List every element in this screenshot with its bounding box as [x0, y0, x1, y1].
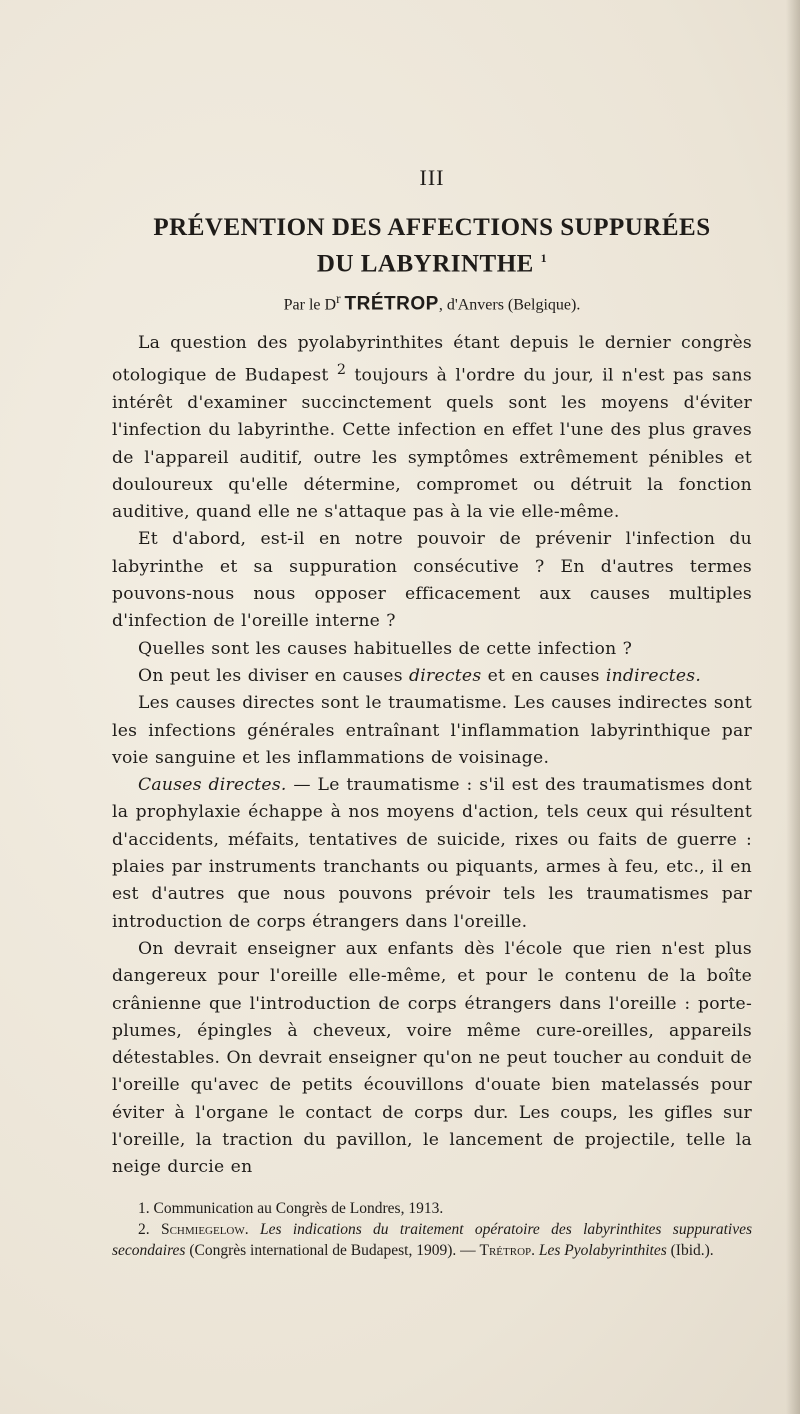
footnote-2-ref-1: (Congrès international de Budapest, 1909). —	[185, 1241, 480, 1259]
author-name: TRÉTROP	[344, 293, 439, 315]
footnotes	[112, 1198, 752, 1261]
paragraph-6-text: — Le traumatisme : s'il est des traumatismes dont la prophylaxie échappe à nos moyens d'action, tels ceux qui résultent d'accidents, méfaits, tentatives de suicide, rixes ou faits de guerre : plaies par instruments tranchants ou piquants, armes à feu, etc., il en est d'autres que nous pouvons prévoir tels les traumatismes par introduction de corps étrangers dans l'oreille.	[112, 775, 752, 932]
paragraph-5: Les causes directes sont le traumatisme. Les causes indirectes sont les infections générales entraînant l'inflammation labyrinthique par voie sanguine et les inflammations de voisinage.	[112, 693, 752, 768]
paragraph-1	[112, 330, 752, 527]
paragraph-4-b: et en causes	[481, 665, 606, 686]
paragraph-4-a: On peut les diviser en causes	[138, 665, 409, 686]
paragraph-1-a: La question des pyolabyrinthites étant depuis le dernier congrès otologique de Budapest	[112, 332, 752, 386]
footnote-2-author-1: Schmiegelow	[160, 1220, 245, 1238]
footnote-2-ref-2: (Ibid.).	[666, 1241, 714, 1259]
byline-sup: r	[336, 291, 341, 307]
footnote-2-title-2: Les Pyolabyrinthites	[538, 1241, 667, 1259]
chapter-title	[112, 213, 752, 279]
byline-prefix: Par le D	[283, 296, 337, 314]
term-indirectes: indirectes.	[605, 665, 702, 686]
byline-suffix: , d'Anvers (Belgique).	[438, 296, 581, 314]
footnote-2-title-1: Les indications du traitement opératoire des labyrinthites suppuratives secondaires	[112, 1220, 753, 1259]
paragraph-2: Et d'abord, est-il en notre pouvoir de prévenir l'infection du labyrinthe et sa suppuration consécutive ? En d'autres termes pouvons-nous nous opposer efficacement aux causes multiples d'infection de l'oreille interne ?	[112, 529, 752, 632]
footnote-marker-2: 2	[336, 361, 347, 378]
title-line-1: PRÉVENTION DES AFFECTIONS SUPPURÉES	[153, 214, 711, 241]
paragraph-1-b: toujours à l'ordre du jour, il n'est pas sans intérêt d'examiner succinctement quels sont les moyens d'éviter l'infection du labyrinthe. Cette infection en effet l'une des plus graves de l'appareil auditif, outre les symptômes extrêmement pénibles et douloureux qu'elle détermine, compromet ou détruit la fonction auditive, quand elle ne s'attaque pas à la vie elle-même.	[112, 365, 752, 523]
byline	[112, 291, 752, 315]
paragraph-6	[112, 772, 752, 936]
title-footnote-marker: 1	[540, 251, 548, 265]
title-line-2: DU LABYRINTHE	[316, 250, 534, 278]
footnote-2-sep-2: .	[531, 1241, 539, 1259]
chapter-number: III	[419, 165, 445, 190]
paragraph-7: On devrait enseigner aux enfants dès l'école que rien n'est plus dangereux pour l'oreille elle-même, et pour le contenu de la boîte crânienne que l'introduction de corps étrangers dans l'oreille : porte-plumes, épingles à cheveux, voire même cure-oreilles, appareils détestables. On devrait enseigner qu'on ne peut toucher au conduit de l'oreille qu'avec de petits écouvillons d'ouate bien matelassés pour éviter à l'organe le contact de corps dur. Les coups, les gifles sur l'oreille, la traction du pavillon, le lancement de projectile, telle la neige durcie en	[112, 938, 752, 1178]
page-edge-shadow	[786, 0, 800, 1414]
body-text	[112, 330, 752, 1182]
footnote-2-number: 2.	[138, 1220, 161, 1238]
footnote-2	[112, 1219, 752, 1261]
book-page	[112, 165, 752, 1261]
paragraph-4	[112, 663, 752, 690]
paragraph-3: Quelles sont les causes habituelles de cette infection ?	[138, 638, 633, 659]
term-directes: directes	[409, 665, 482, 686]
section-heading-causes-directes: Causes directes.	[138, 775, 287, 796]
footnote-2-author-2: Trétrop	[479, 1241, 532, 1259]
footnote-1: 1. Communication au Congrès de Londres, 1913.	[138, 1199, 444, 1217]
footnote-2-sep-1: .	[244, 1220, 260, 1238]
